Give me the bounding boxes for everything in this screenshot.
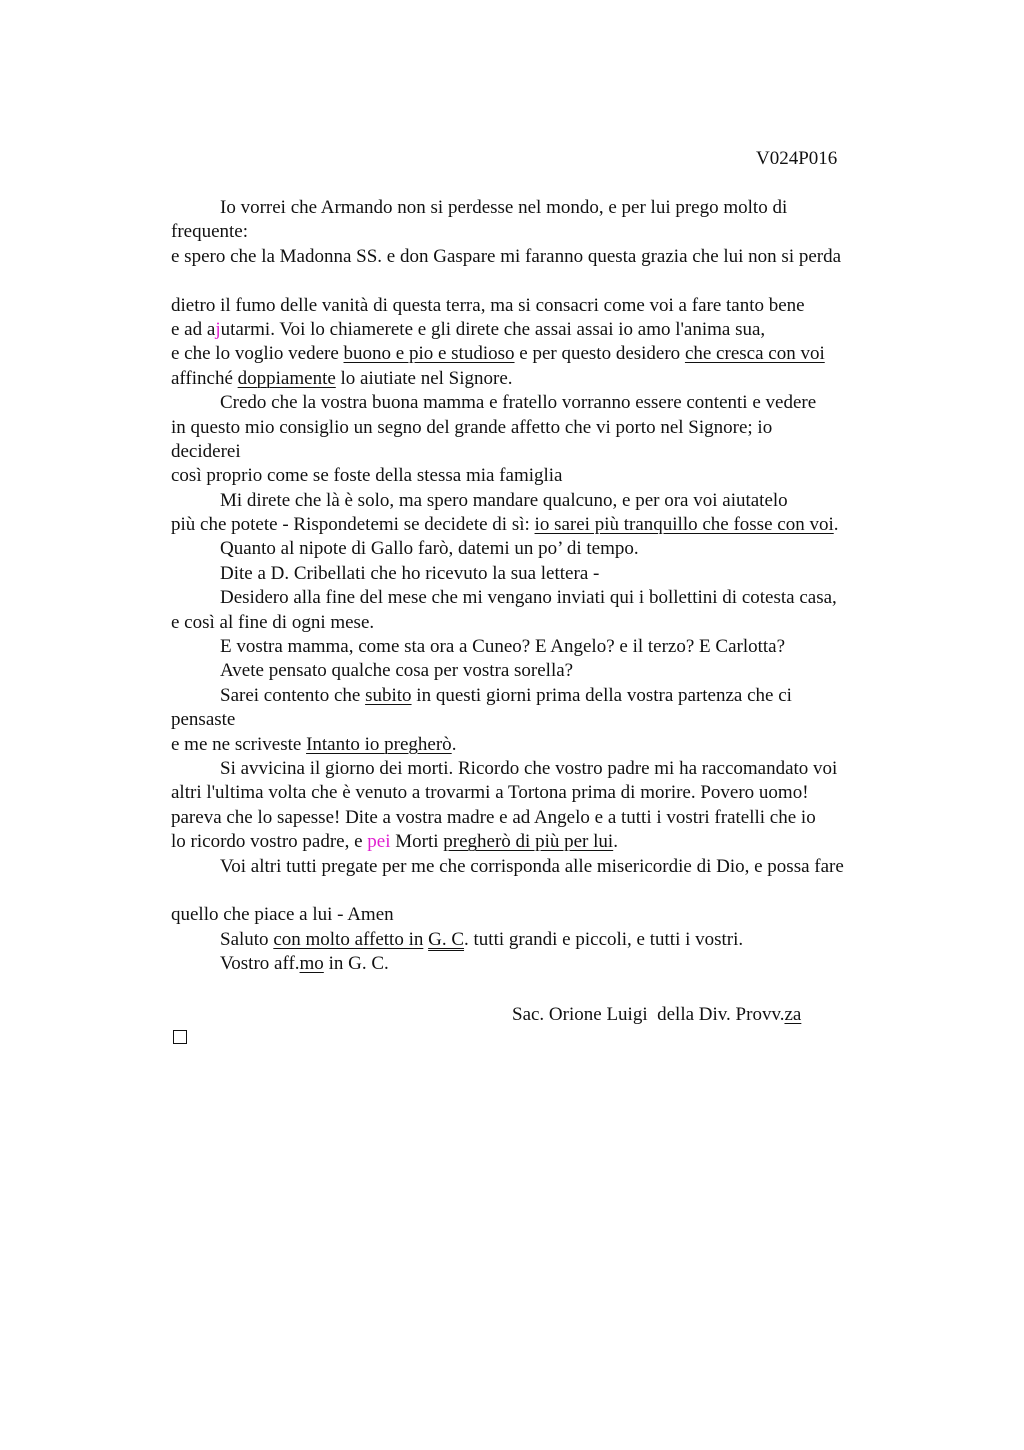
text-run: . tutti grandi e piccoli, e tutti i vostri.	[464, 928, 744, 950]
text-run: e me ne scriveste	[171, 733, 307, 755]
letter-line	[171, 367, 931, 391]
text-run: Sarei contento che	[220, 684, 366, 706]
text-run: e che lo voglio vedere	[171, 343, 344, 365]
letter-line: Dite a D. Cribellati che ho ricevuto la sua lettera -	[220, 562, 600, 584]
letter-line	[171, 952, 931, 976]
highlighted-text: pei	[367, 831, 391, 853]
text-run: lo ricordo vostro padre, e	[171, 831, 368, 853]
letter-line: Io vorrei che Armando non si perdesse nel mondo, e per lui prego molto di	[220, 197, 788, 218]
letter-line	[171, 928, 931, 952]
underlined-text: con molto affetto in	[273, 928, 424, 950]
letter-line: e così al fine di ogni mese.	[171, 611, 375, 633]
letter-line: Avete pensato qualche cosa per vostra sorella?	[220, 660, 574, 682]
highlighted-text: j	[215, 318, 221, 340]
letter-line	[171, 318, 931, 342]
letter-line: e spero che la Madonna SS. e don Gaspare mi faranno questa grazia che lui non si perda	[171, 245, 842, 267]
signature-text: Sac. Orione Luigi della Div. Provv.	[512, 1004, 785, 1025]
letter-line	[171, 513, 931, 537]
text-run: in G. C.	[323, 953, 389, 975]
text-run: in questi giorni prima della vostra partenza che ci	[411, 684, 792, 706]
letter-line: frequente:	[171, 221, 249, 243]
text-run: .	[833, 514, 839, 536]
text-run: più che potete - Rispondetemi se decidete di sì:	[171, 514, 535, 536]
blank-line	[171, 879, 931, 903]
signature-suffix: za	[784, 1004, 802, 1025]
text-run: .	[451, 733, 457, 755]
letter-line: pensaste	[171, 709, 236, 731]
text-run: lo aiutiate nel Signore.	[335, 367, 513, 389]
document-id: V024P016	[756, 148, 838, 169]
letter-line: quello che piace a lui - Amen	[171, 904, 394, 926]
letter-line: pareva che lo sapesse! Dite a vostra madre e ad Angelo e a tutti i vostri fratelli che io	[171, 806, 816, 828]
blank-line	[171, 269, 931, 293]
text-run: .	[613, 831, 618, 853]
underlined-text: Intanto io pregherò	[306, 733, 452, 755]
text-run: Morti	[390, 831, 444, 853]
letter-line: Si avvicina il giorno dei morti. Ricordo che vostro padre mi ha raccomandato voi	[220, 757, 838, 779]
letter-line: deciderei	[171, 440, 241, 462]
underlined-text: che cresca con voi	[684, 343, 825, 365]
letter-line: Quanto al nipote di Gallo farò, datemi un po’ di tempo.	[220, 538, 639, 560]
letter-line: Mi direte che là è solo, ma spero mandare qualcuno, e per ora voi aiutatelo	[220, 489, 788, 511]
empty-square-icon	[173, 1030, 187, 1044]
underlined-text: doppiamente	[237, 367, 336, 389]
text-run: e per questo desidero	[514, 343, 685, 365]
letter-line: Credo che la vostra buona mamma e fratello vorranno essere contenti e vedere	[220, 392, 817, 414]
letter-line: dietro il fumo delle vanità di questa terra, ma si consacri come voi a fare tanto bene	[171, 294, 805, 316]
letter-line	[171, 684, 931, 708]
letter-line	[171, 830, 931, 854]
letter-line: in questo mio consiglio un segno del grande affetto che vi porto nel Signore; io	[171, 416, 773, 438]
letter-line: E vostra mamma, come sta ora a Cuneo? E Angelo? e il terzo? E Carlotta?	[220, 636, 786, 658]
double-underlined-text: G. C	[428, 928, 465, 950]
text-run: Vostro aff.	[220, 953, 300, 975]
text-run: e ad a	[171, 318, 216, 340]
letter-line: altri l'ultima volta che è venuto a trovarmi a Tortona prima di morire. Povero uomo!	[171, 782, 809, 804]
letter-line: Desidero alla fine del mese che mi vengano inviati qui i bollettini di cotesta casa,	[220, 587, 837, 609]
letter-body	[171, 196, 931, 977]
underlined-text: pregherò di più per lui	[443, 831, 614, 853]
underlined-text: subito	[365, 684, 412, 706]
underlined-text: io sarei più tranquillo che fosse con voi	[534, 514, 834, 536]
underlined-text: buono e pio e studioso	[343, 343, 515, 365]
text-run: affinché	[171, 367, 238, 389]
signature	[512, 1003, 801, 1027]
underlined-text: mo	[299, 953, 324, 975]
letter-line: Voi altri tutti pregate per me che corrisponda alle misericordie di Dio, e possa fare	[220, 855, 844, 877]
letter-line	[171, 342, 931, 366]
text-run: Saluto	[220, 928, 274, 950]
text-run: utarmi. Voi lo chiamerete e gli direte che assai assai io amo l'anima sua,	[220, 318, 766, 340]
letter-line: così proprio come se foste della stessa mia famiglia	[171, 465, 563, 487]
letter-line	[171, 733, 931, 757]
